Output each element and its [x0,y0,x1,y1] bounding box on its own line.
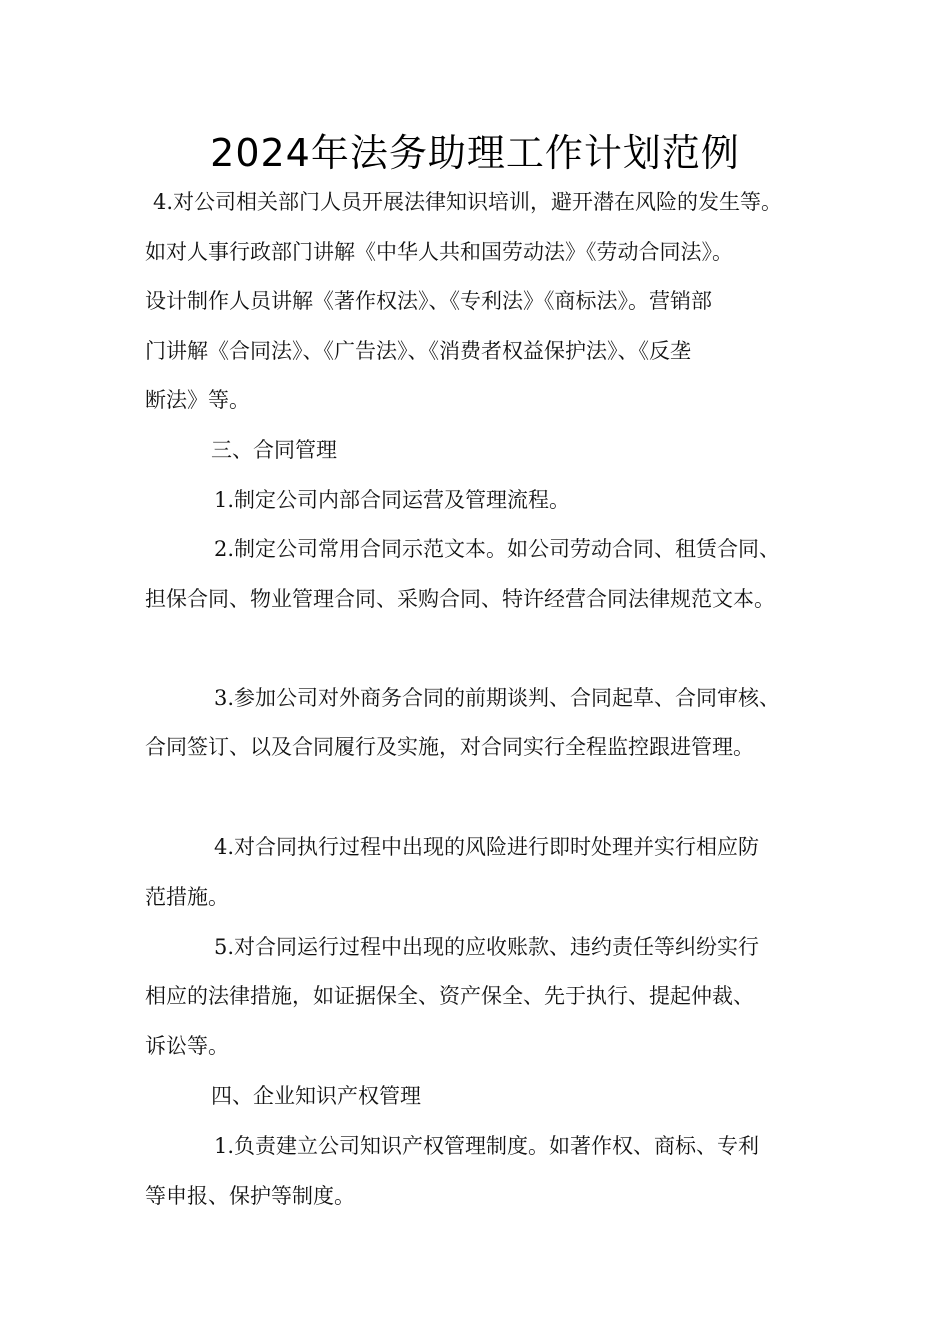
paragraph-line: 合同签订、以及合同履行及实施，对合同实行全程监控跟进管理。 [145,735,754,759]
paragraph-line: 2.制定公司常用合同示范文本。如公司劳动合同、租赁合同、 [214,537,781,561]
paragraph-line: 如对人事行政部门讲解《中华人共和国劳动法》《劳动合同法》。 [145,240,733,264]
paragraph-line: 5.对合同运行过程中出现的应收账款、违约责任等纠纷实行 [214,935,760,959]
paragraph-line: 相应的法律措施，如证据保全、资产保全、先于执行、提起仲裁、 [145,984,754,1008]
document-title: 2024年法务助理工作计划范例 [210,131,740,175]
paragraph-line: 等申报、保护等制度。 [145,1184,355,1208]
paragraph-line: 诉讼等。 [145,1034,229,1058]
paragraph-line: 担保合同、物业管理合同、采购合同、特许经营合同法律规范文本。 [145,587,775,611]
paragraph-line: 1.负责建立公司知识产权管理制度。如著作权、商标、专利 [214,1134,760,1158]
paragraph-line: 门讲解《合同法》、《广告法》、《消费者权益保护法》、《反垄 [145,339,691,363]
paragraph-line: 4.对合同执行过程中出现的风险进行即时处理并实行相应防 [214,835,760,859]
paragraph-line: 3.参加公司对外商务合同的前期谈判、合同起草、合同审核、 [214,686,781,710]
paragraph-line: 1.制定公司内部合同运营及管理流程。 [214,488,571,512]
paragraph-line: 4.对公司相关部门人员开展法律知识培训，避开潜在风险的发生等。 [153,190,783,214]
section-heading: 三、合同管理 [211,438,337,462]
section-heading: 四、企业知识产权管理 [211,1084,421,1108]
paragraph-line: 设计制作人员讲解《著作权法》、《专利法》《商标法》。营销部 [145,289,712,313]
paragraph-line: 断法》等。 [145,388,250,412]
paragraph-line: 范措施。 [145,885,229,909]
